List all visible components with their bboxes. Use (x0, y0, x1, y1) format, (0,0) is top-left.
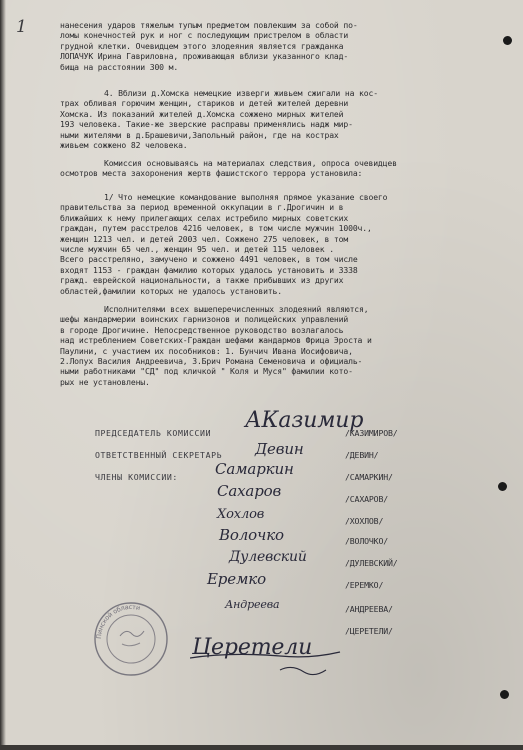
punch-hole (503, 36, 512, 45)
text-line: рых не установлены. (60, 376, 150, 387)
secretary-name: /ДЕВИН/ (345, 450, 379, 460)
text-line: Паулини, с участием их пособников: 1. Бунчич Ивана Иосифовича, (60, 345, 353, 356)
text-line: ломы конечностей рук и ног с последующим пристрелом в области (60, 30, 349, 41)
text-line: правительства за период временной оккупации в г.Дрогичин и в (60, 202, 344, 213)
secretary-role-label: ОТВЕТСТВЕННЫЙ СЕКРЕТАРЬ (95, 450, 223, 460)
member-name: /АНДРЕЕВА/ (345, 604, 393, 614)
punch-hole (500, 690, 509, 699)
text-line: осмотров места захоронения жертв фашистского террора установила: (60, 168, 363, 179)
chairman-name: /КАЗИМИРОВ/ (345, 428, 398, 438)
text-line: 1/ Что немецкие командование выполняя прямое указание своего (104, 192, 388, 202)
chairman-role-label: ПРЕДСЕДАТЕЛЬ КОМИССИИ (95, 428, 212, 438)
text-line: шефы жандармерии воинских гарнизонов и полицейских управлений (60, 314, 349, 325)
text-line: бища на расстоянии 300 м. (60, 61, 179, 72)
text-line: трах обливая горючим женщин, стариков и детей жителей деревни (60, 98, 349, 109)
text-line: Комиссия основываясь на материалах следствия, опроса очевидцев (104, 158, 397, 168)
page-shadow-left (0, 0, 6, 750)
svg-text:Пинской области (95, 603, 141, 639)
text-line: входят 1153 - граждан фамилию которых удалось установить и 3338 (60, 264, 358, 275)
text-line: женщин 1213 чел. и детей 2003 чел. Сожжено 275 человек, в том (60, 233, 349, 244)
official-round-stamp (92, 600, 170, 678)
svg-text:Церетели: Церетели (192, 635, 313, 660)
text-line: числе мужчин 65 чел., женщин 95 чел. и детей 115 человек . (60, 244, 334, 255)
text-line: граждан, путем расстрелов 4216 человек, в том числе мужчин 1000ч., (60, 223, 372, 234)
page-number: 1 (16, 17, 27, 37)
member-name: /ХОХЛОВ/ (345, 516, 384, 526)
member-handwritten-signature: Волочко (219, 526, 284, 544)
text-line: Хомска. Из показаний жителей д.Хомска сожжено мирных жителей (60, 108, 344, 119)
text-line: областей,фамилии которых не удалось установить. (60, 285, 282, 296)
text-line: ближайших к нему прилегающих селах истребило мирных советских (60, 212, 349, 223)
text-line: Всего расстреляно, замучено и сожжено 4491 человек, в том числе (60, 254, 358, 265)
signature-row-member-2 (95, 482, 435, 512)
punch-hole (498, 482, 507, 491)
text-line: над истреблением Советских-Граждан шефами жандармов Фрица Эроста и (60, 335, 372, 346)
text-line: ными работниками "СД" под кличкой " Коля и Муся" фамилии кото- (60, 366, 353, 377)
chairman-handwritten-signature: АКазимир (245, 408, 364, 433)
page-shadow-bottom (0, 745, 523, 750)
text-line: 4. Вблизи д.Хомска немецкие изверги живьем сжигали на кос- (104, 88, 378, 98)
member-handwritten-signature: Хохлов (217, 507, 265, 522)
text-line: грудной клетки. Очевидцем этого злодеяния является гражданка (60, 40, 344, 51)
text-line: живьем сожжено 82 человека. (60, 140, 188, 151)
text-line: в городе Дрогичине. Непосредственное руководство возлагалось (60, 324, 344, 335)
member-handwritten-signature: Андреева (225, 598, 280, 611)
text-line: 193 человека. Такие-же зверские расправы применялись надж мир- (60, 119, 353, 130)
stamp-text: Пинской области (94, 602, 141, 640)
member-handwritten-signature: Сахаров (217, 482, 282, 500)
member-name: /ЕРЕМКО/ (345, 580, 384, 590)
member-name: /САХАРОВ/ (345, 494, 389, 504)
member-name: /ЦЕРЕТЕЛИ/ (345, 626, 393, 636)
perpetrators-paragraph (60, 304, 480, 387)
member-handwritten-signature: Самаркин (215, 460, 294, 478)
text-line: нанесения ударов тяжелым тупым предметом повлекшим за собой по- (60, 20, 358, 30)
member-handwritten-signature: Дулевский (229, 549, 307, 565)
member-name: /ВОЛОЧКО/ (345, 536, 389, 546)
last-member-handwritten-signature (190, 618, 350, 688)
paragraph-4 (60, 88, 480, 150)
text-line: гражд. еврейской национальности, а также прибывших из других (60, 275, 344, 286)
member-name: /ДУЛЕВСКИЙ/ (345, 558, 398, 568)
text-line: Исполнителями всех вышеперечисленных злодеяний являются, (104, 304, 369, 314)
members-role-label: ЧЛЕНЫ КОМИССИИ: (95, 472, 178, 482)
member-handwritten-signature: Еремко (207, 570, 266, 588)
text-line: ЛОПАЧУК Ирина Гавриловна, проживающая вблизи указанного клад- (60, 51, 349, 62)
text-line: ными жителями в д.Брашевичи,Запольный район, где на кострах (60, 129, 339, 140)
commission-intro (60, 158, 480, 179)
text-line: 2.Лопух Василия Андреевича, 3.Брич Романа Семеновича и официаль- (60, 356, 363, 367)
paragraph-3-continuation (60, 20, 480, 72)
signature-row-member-6 (95, 570, 435, 598)
member-name: /САМАРКИН/ (345, 472, 393, 482)
findings-paragraph (60, 192, 480, 296)
secretary-handwritten-signature: Девин (255, 440, 304, 458)
